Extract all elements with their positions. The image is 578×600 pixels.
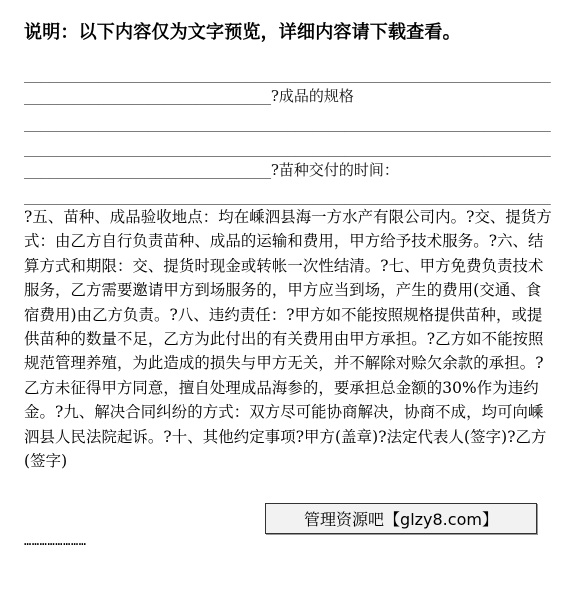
- underline-blank: ________________________________________________________________: [24, 141, 551, 157]
- blank-line-4: [24, 140, 551, 157]
- underline-blank: ________________________________________________________________: [24, 189, 551, 205]
- contract-clauses: ?五、苗种、成品验收地点：均在嵊泗县海一方水产有限公司内。?交、提货方式：由乙方自行负责苗种、成品的运输和费用，甲方给予技术服务。?六、结算方式和期限：交、提货时现金或转帐一次性结清。?七、甲方免费负责技术服务，乙方需要邀请甲方到场服务的，甲方应当到场，产生的费用(交通、食宿费用)由乙方负责。?八、违约责任：?甲方如不能按照规格提供苗种，或提供苗种的数量不足，乙方为此付出的有关费用由甲方承担。?乙方如不能按照规范管理养殖，为此造成的损失与甲方无关，并不解除对赊欠余款的承担。?乙方未征得甲方同意，擅自处理成品海参的，要承担总金额的30%作为违约金。?九、解决合同纠纷的方式：双方尽可能协商解决，协商不成，均可向嵊泗县人民法院起诉。?十、其他约定事项?甲方(盖章)?法定代表人(签字)?乙方(签字): [24, 208, 552, 471]
- contract-body: [24, 205, 554, 473]
- blank-line-6: [24, 188, 551, 205]
- underline-blank: ______________________________: [24, 163, 271, 179]
- blank-line-1: [24, 66, 551, 83]
- preview-notice: 说明：以下内容仅为文字预览，详细内容请下载查看。: [24, 22, 461, 43]
- trailing-ellipsis: ……………………: [24, 534, 87, 548]
- product-spec-label: ?成品的规格: [270, 87, 354, 105]
- underline-blank: ______________________________: [24, 89, 271, 105]
- product-spec-line: [24, 88, 354, 105]
- delivery-time-label: ?苗种交付的时间：: [270, 161, 399, 179]
- underline-blank: ________________________________________________________________: [24, 116, 551, 132]
- blank-line-3: [24, 115, 551, 132]
- underline-blank: ________________________________________________________________: [24, 67, 551, 83]
- delivery-time-line: [24, 162, 399, 179]
- site-banner[interactable]: 管理资源吧【glzy8.com】: [265, 503, 537, 534]
